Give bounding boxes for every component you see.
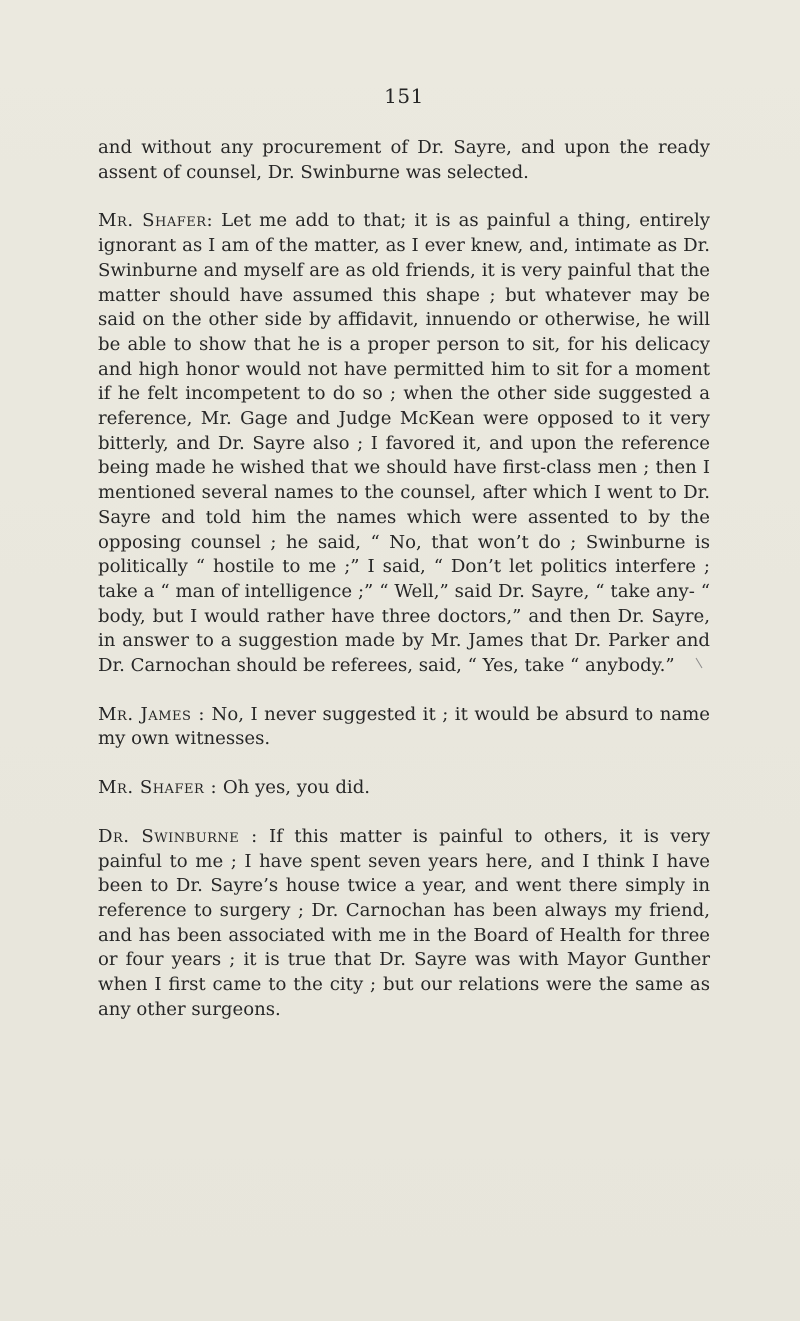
paragraph-text: Oh yes, you did. [217, 777, 371, 799]
paragraph-text: and without any procurement of Dr. Sayre, and upon the ready assent of counsel, Dr. Swinburne was selected. [98, 137, 710, 183]
paragraph-shafer-statement [98, 209, 710, 678]
paragraph-text: No, I never suggested it ; it would be absurd to name my own witnesses. [98, 703, 711, 750]
paragraph-swinburne-statement [98, 825, 710, 1023]
paragraph-james-reply [98, 703, 710, 752]
speaker-label: Mr. James : [98, 703, 205, 725]
paragraph-text: If this matter is painful to others, it is very painful to me ; I have spent seven years here, and I think I have been to Dr. Sayre’s house twice a year, and went there simply in reference to surgery ; Dr. Carnochan has been always my friend, and has been associated with me in the Board of Health for three or four years ; it is true that Dr. Sayre was with Mayor Gunther when I first came to the city ; but our relations were the same as any other surgeons. [98, 825, 711, 1020]
speaker-label: Dr. Swinburne : [98, 825, 258, 847]
paragraph-continuation [98, 136, 710, 185]
paragraph-shafer-reply [98, 776, 710, 801]
speaker-label: Mr. Shafer : [98, 777, 218, 799]
page-number: 151 [384, 84, 424, 108]
paragraph-text: Let me add to that; it is as painful a thing, entirely ignorant as I am of the matter, as I ever knew, and, intimate as Dr. Swinburne and myself are as old friends, it is very painful that the matter should have assumed this shape ; but whatever may be said on the other side by affidavit, innuendo or otherwise, he will be able to show that he is a proper person to sit, for his delicacy and high honor would not have permitted him to sit for a moment if he felt incompetent to do so ; when the other side suggested a reference, Mr. Gage and Judge McKean were opposed to it very bitterly, and Dr. Sayre also ; I favored it, and upon the reference being made he wished that we should have first-class men ; then I mentioned several names to the counsel, after which I went to Dr. Sayre and told him the names which were assented to by the opposing counsel ; he said, “ No, that won’t do ; Swinburne is politically “ hostile to me ;” I said, “ Don’t let politics interfere ; take a “ man of intelligence ;” “ Well,” said Dr. Sayre, “ take any- “ body, but I would rather have three doctors,” and then Dr. Sayre, in answer to a suggestion made by Mr. James that Dr. Parker and Dr. Carnochan should be referees, said, “ Yes, take “ anybody.” [98, 210, 710, 677]
speaker-label: Mr. Shafer: [98, 210, 214, 232]
margin-pencil-mark [695, 657, 703, 669]
